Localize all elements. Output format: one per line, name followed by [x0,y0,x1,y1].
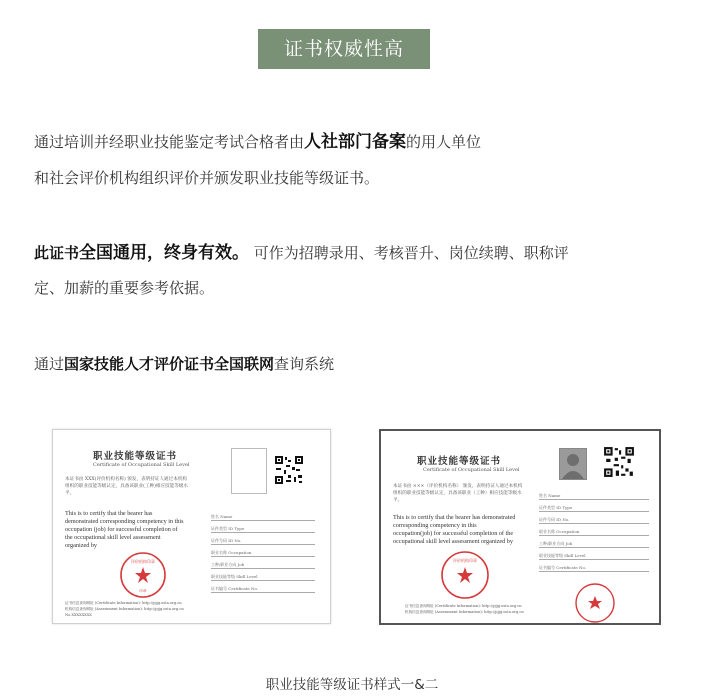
footer-cert-info: 证书信息查询网址 (Certificate Information): http://pjjg.osta.org.cn [405,604,522,608]
query-line [34,353,334,374]
cert-subtitle: Certificate of Occupational Skill Level [93,462,190,468]
field-name: 姓名 Name [539,493,649,500]
field-name: 姓名 Name [211,514,315,521]
cert-cn-text [393,483,523,505]
cert-org-name: ×××（评价机构名称） [412,484,462,489]
field-occupation: 职业名称 Occupation [211,550,315,557]
cert-cn-body: 颁发，表明持证人通过本机构组织的职业技能等级认定，具备该职业（工种）相应技能等级水平。 [393,484,523,504]
field-skill-level: 职业技能等级 Skill Level [539,553,649,560]
certificate-sample-2 [379,429,661,625]
section-title-badge: 证书权威性高 [258,29,430,69]
field-certificate-no: 证书编号 Certificate No. [211,586,315,593]
query-pre: 通过 [34,355,65,373]
cert-en-text: This is to certify that the bearer has demonstrated corresponding competency in this occupation(job) for successful completion of the occupational skill level assessment organized by [393,514,516,545]
official-stamp-icon [115,550,171,600]
cert-footer [65,600,184,618]
photo-placeholder [231,448,267,494]
validity-line-1 [34,238,569,263]
query-highlight: 国家技能人才评价证书全国联网 [64,355,275,373]
intro-highlight: 人社部门备案 [304,132,407,152]
official-stamp-icon [437,549,493,601]
field-id-type: 证件类型 ID Type [211,526,315,533]
field-job: 工种/职业方向 Job [211,562,315,569]
field-certificate-no: 证书编号 Certificate No. [539,565,649,572]
qr-code-icon [603,446,635,478]
cert-title: 职业技能等级证书 [93,451,178,462]
cert-cn-prefix: 本证书由 [65,477,84,482]
intro-text: 通过培训并经职业技能鉴定考试合格者由 [34,133,305,151]
cert-title: 职业技能等级证书 [417,456,502,467]
cert-cn-prefix: 本证书由 [393,484,412,489]
field-occupation: 职业名称 Occupation [539,529,649,536]
field-skill-level: 职业技能等级 Skill Level [211,574,315,581]
person-icon [560,449,586,479]
intro-line-2: 和社会评价机构组织评价并颁发职业技能等级证书。 [34,169,380,187]
cert-cn-text [65,476,189,498]
cert-footer [405,603,524,615]
footer-assessment-info: 机构信息查询网址 (Assessment Information): http://pjjg.osta.org.cn [65,607,184,611]
field-id-type: 证件类型 ID Type [539,505,649,512]
qr-code-icon [274,455,304,485]
secondary-stamp-icon [571,581,619,625]
stamp-text: 评价机构印章 [453,558,477,563]
certificate-sample-1 [52,429,331,624]
footer-cert-info: 证书信息查询网址 (Certificate Information): http://pjjg.osta.org.cn [65,601,182,605]
intro-text-end: 的用人单位 [406,133,482,151]
validity-text: 可作为招聘录用、考核晋升、岗位续聘、职称评 [253,244,569,262]
validity-highlight: 全国通用，终身有效。 [79,243,250,263]
cert-cn-body: 颁发，表明持证人通过本机构组织的职业技能等级认定，具备该职业(工种)相应技能等级水平。 [65,477,189,497]
validity-prefix: 此证书 [34,244,80,262]
validity-line-2: 定、加薪的重要参考依据。 [34,279,215,297]
intro-line-1 [34,127,481,152]
stamp-text: 评价机构印章 [131,559,155,564]
cert-subtitle: Certificate of Occupational Skill Level [423,467,520,473]
image-caption: 职业技能等级证书样式一&二 [265,677,439,693]
query-post: 查询系统 [274,355,335,373]
field-id-no: 证件号码 ID No. [211,538,315,545]
photo-avatar [559,448,587,480]
cert-org-name: XXX(评价机构名称) [84,477,126,482]
footer-assessment-info: 机构信息查询网址 (Assessment Information): http://pjjg.osta.org.cn [405,610,524,614]
cert-en-text: This is to certify that the bearer has demonstrated corresponding competency in this occupation (job) for successful completion of the occupational skill level assessment organized by [65,510,184,549]
serial-number: No.XXXXXXXX [65,613,92,617]
field-id-no: 证件号码 ID No. [539,517,649,524]
field-job: 工种/职业方向 Job [539,541,649,548]
stamp-sub: 印章 [139,589,147,593]
